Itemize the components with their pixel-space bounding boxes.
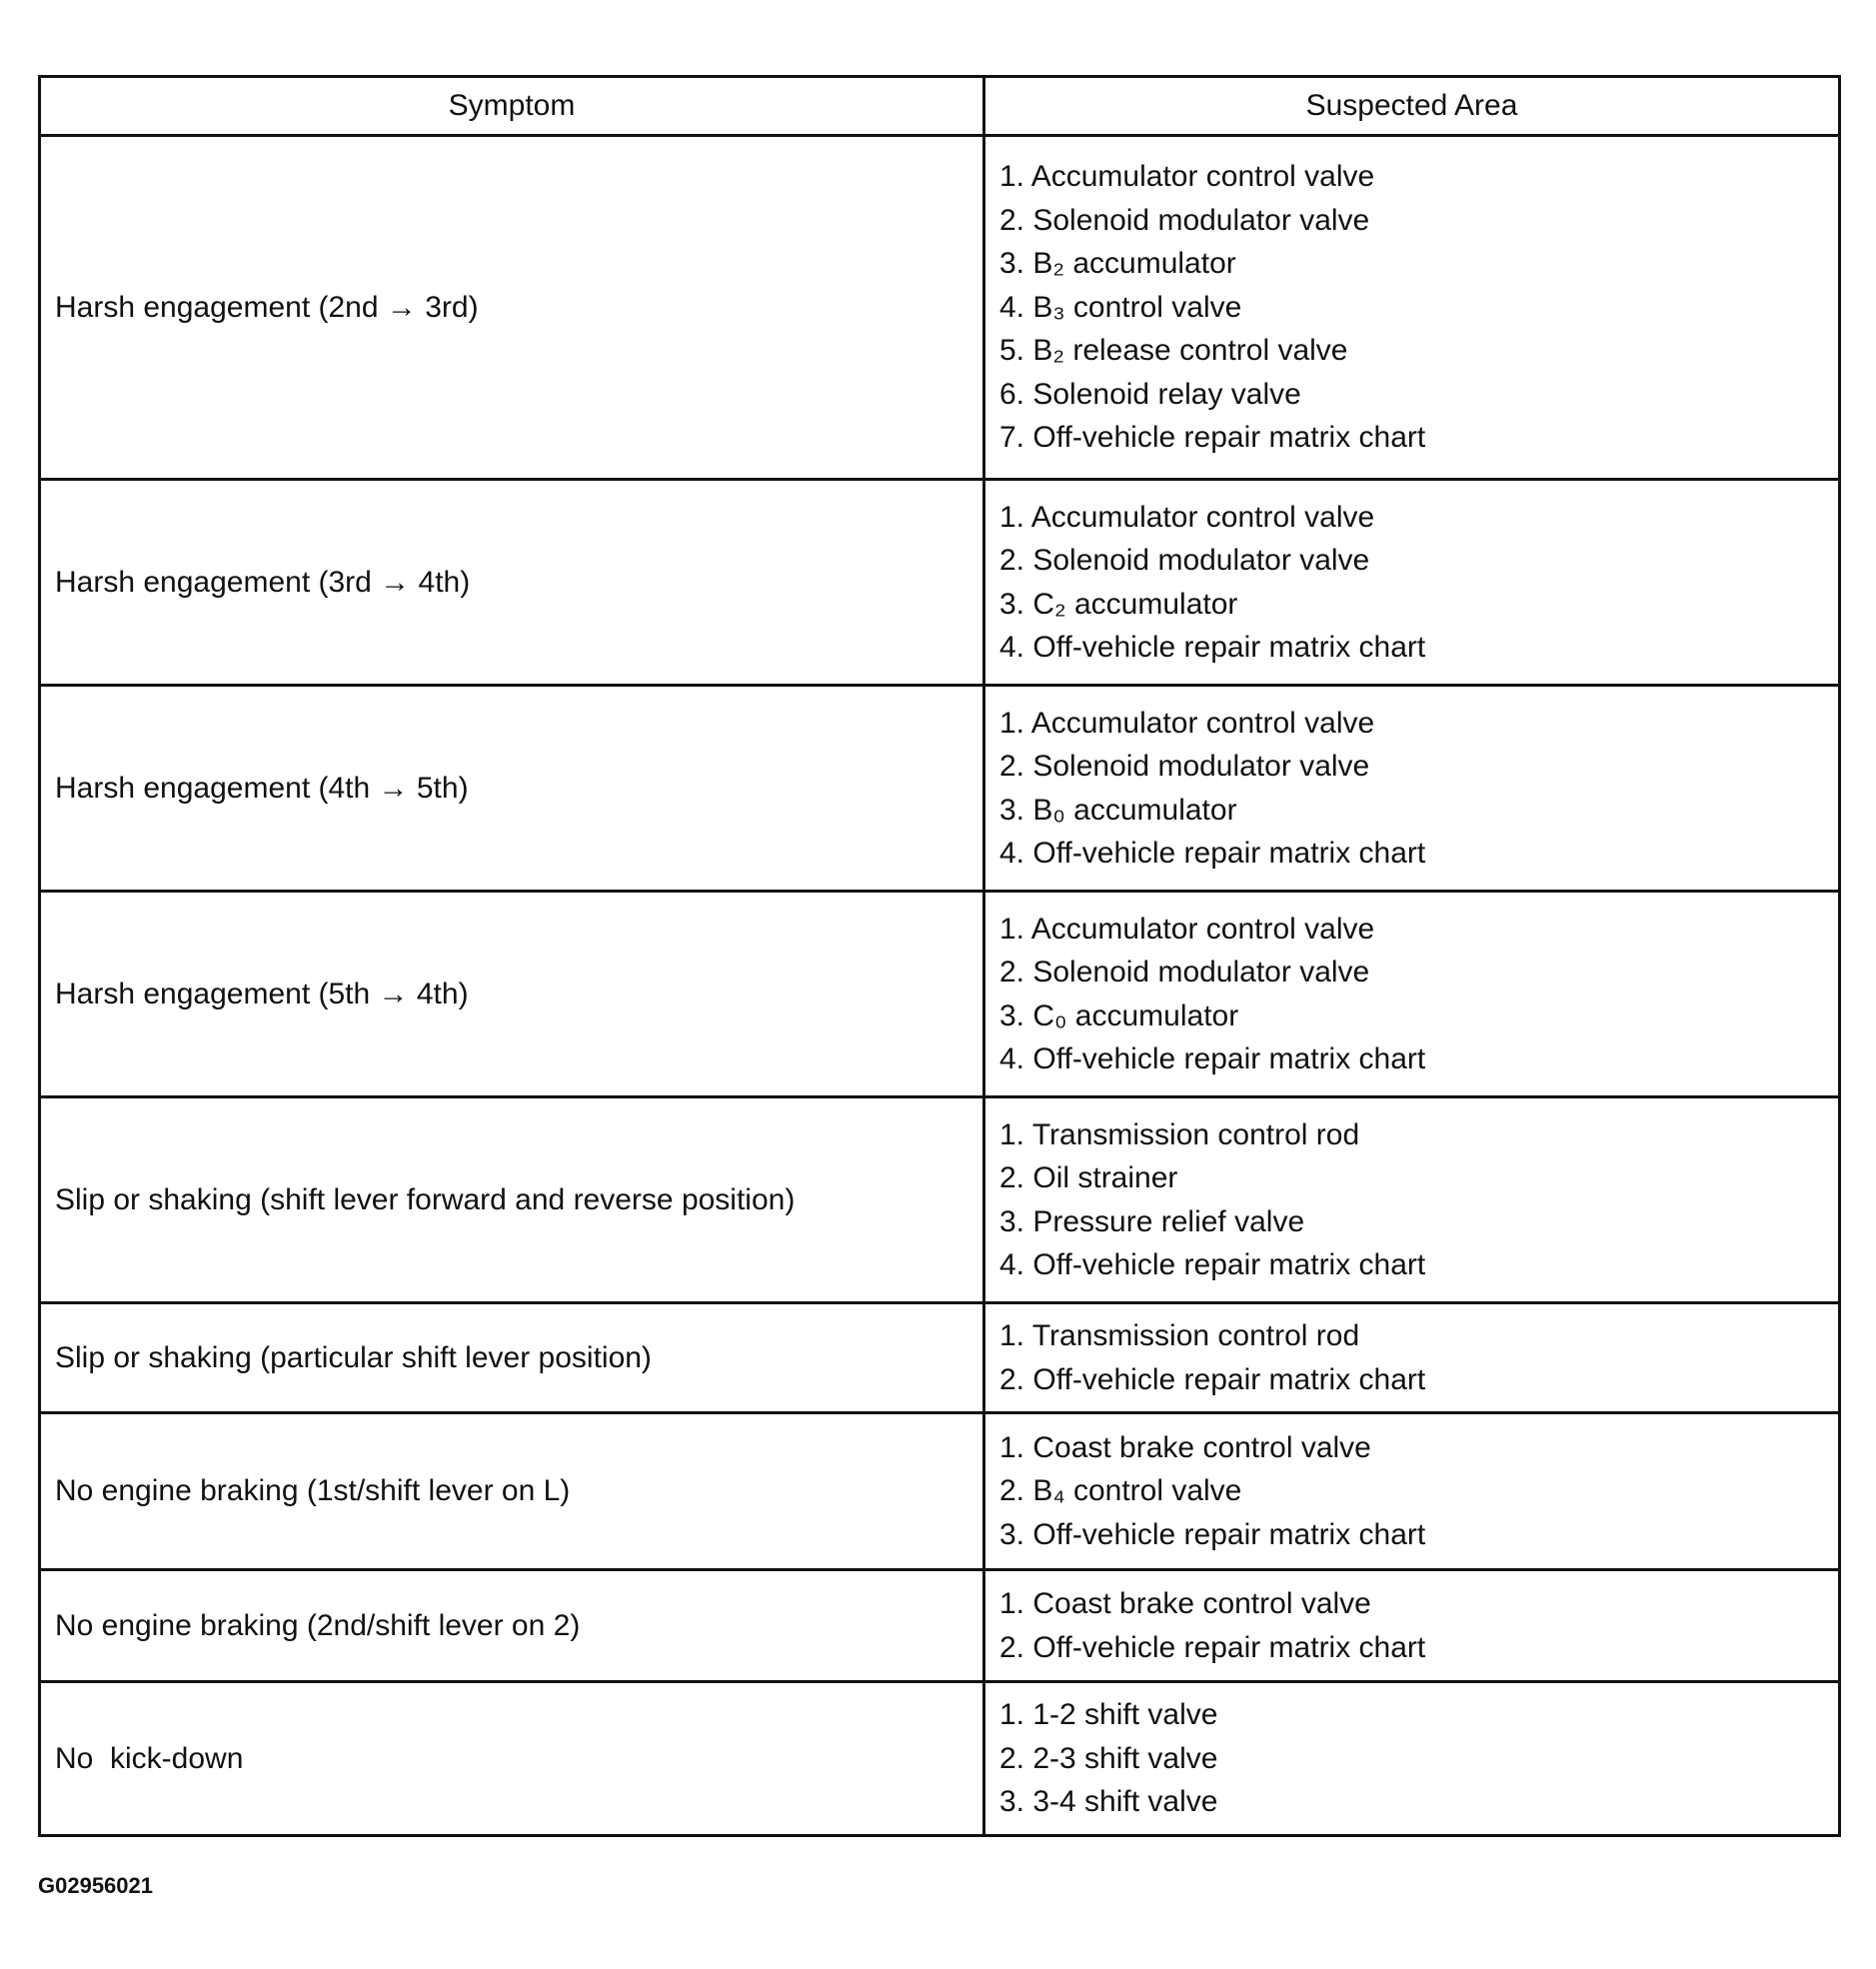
suspected-area-item: 2. Solenoid modulator valve (999, 544, 1370, 577)
suspected-area-item: 3. Off-vehicle repair matrix chart (999, 1517, 1426, 1551)
symptom-cell: No engine braking (2nd/shift lever on 2) (40, 1570, 984, 1682)
table-row (40, 686, 1840, 892)
suspected-area-list (999, 1693, 1838, 1824)
suspected-area-item: 3. B₀ accumulator (999, 793, 1237, 827)
table-body (40, 136, 1840, 1836)
suspected-area-item: 3. B₂ accumulator (999, 247, 1236, 281)
table-row (40, 1303, 1840, 1413)
suspected-area-item: 2. 2-3 shift valve (999, 1741, 1218, 1775)
suspected-area-item: 2. Solenoid modulator valve (999, 203, 1370, 237)
suspected-area-item: 2. Off-vehicle repair matrix chart (999, 1630, 1426, 1664)
table-row (40, 1097, 1840, 1303)
suspected-area-item: 1. 1-2 shift valve (999, 1698, 1218, 1732)
suspected-area-item: 1. Accumulator control valve (999, 912, 1375, 946)
suspected-area-item: 4. Off-vehicle repair matrix chart (999, 837, 1426, 870)
table-row (40, 892, 1840, 1097)
suspected-area-list (999, 1426, 1838, 1557)
suspected-area-list (999, 1582, 1838, 1669)
suspected-area-cell (984, 136, 1840, 480)
symptom-table (38, 75, 1841, 1837)
suspected-area-item: 6. Solenoid relay valve (999, 377, 1301, 411)
suspected-area-item: 3. 3-4 shift valve (999, 1785, 1218, 1819)
table-row (40, 480, 1840, 686)
suspected-area-item: 1. Accumulator control valve (999, 500, 1375, 534)
suspected-area-item: 4. Off-vehicle repair matrix chart (999, 1248, 1426, 1281)
suspected-area-item: 1. Transmission control rod (999, 1117, 1360, 1151)
suspected-area-item: 2. B₄ control valve (999, 1474, 1242, 1508)
suspected-area-item: 2. Solenoid modulator valve (999, 956, 1370, 988)
suspected-area-list (999, 702, 1838, 876)
suspected-area-item: 7. Off-vehicle repair matrix chart (999, 421, 1426, 455)
suspected-area-cell (984, 1413, 1840, 1570)
suspected-area-cell (984, 1097, 1840, 1303)
suspected-area-item: 3. Pressure relief valve (999, 1204, 1305, 1238)
suspected-area-cell (984, 1303, 1840, 1413)
suspected-area-column-header: Suspected Area (984, 77, 1840, 136)
suspected-area-item: 2. Off-vehicle repair matrix chart (999, 1362, 1426, 1396)
table-row (40, 1413, 1840, 1570)
suspected-area-item: 1. Coast brake control valve (999, 1430, 1371, 1464)
symptom-cell: Harsh engagement (2nd → 3rd) (40, 136, 984, 480)
symptom-cell: No kick-down (40, 1682, 984, 1836)
symptom-cell: Harsh engagement (4th → 5th) (40, 686, 984, 892)
suspected-area-list (999, 496, 1838, 670)
symptom-cell: Slip or shaking (particular shift lever position) (40, 1303, 984, 1413)
table-row (40, 1570, 1840, 1682)
suspected-area-item: 3. C₀ accumulator (999, 998, 1239, 1032)
suspected-area-item: 4. B₃ control valve (999, 290, 1242, 324)
suspected-area-item: 2. Solenoid modulator valve (999, 750, 1370, 783)
suspected-area-list (999, 1113, 1838, 1287)
suspected-area-item: 3. C₂ accumulator (999, 587, 1238, 621)
suspected-area-list (999, 155, 1838, 460)
header-row (40, 77, 1840, 136)
symptom-column-header: Symptom (40, 77, 984, 136)
suspected-area-item: 1. Accumulator control valve (999, 160, 1375, 194)
table-row (40, 1682, 1840, 1836)
suspected-area-item: 1. Transmission control rod (999, 1319, 1360, 1352)
suspected-area-list (999, 1314, 1838, 1401)
suspected-area-item: 4. Off-vehicle repair matrix chart (999, 631, 1426, 664)
table-header (40, 77, 1840, 136)
suspected-area-list (999, 908, 1838, 1081)
table-row (40, 136, 1840, 480)
figure-id: G02956021 (38, 1873, 153, 1898)
suspected-area-item: 1. Accumulator control valve (999, 706, 1375, 740)
suspected-area-cell (984, 892, 1840, 1097)
symptom-cell: Harsh engagement (3rd → 4th) (40, 480, 984, 686)
suspected-area-cell (984, 1570, 1840, 1682)
symptom-cell: Harsh engagement (5th → 4th) (40, 892, 984, 1097)
suspected-area-cell (984, 1682, 1840, 1836)
symptom-cell: No engine braking (1st/shift lever on L) (40, 1413, 984, 1570)
symptom-cell: Slip or shaking (shift lever forward and reverse position) (40, 1097, 984, 1303)
suspected-area-item: 2. Oil strainer (999, 1161, 1178, 1194)
suspected-area-cell (984, 480, 1840, 686)
suspected-area-item: 1. Coast brake control valve (999, 1587, 1371, 1620)
suspected-area-cell (984, 686, 1840, 892)
suspected-area-item: 5. B₂ release control valve (999, 334, 1348, 368)
suspected-area-item: 4. Off-vehicle repair matrix chart (999, 1042, 1426, 1075)
